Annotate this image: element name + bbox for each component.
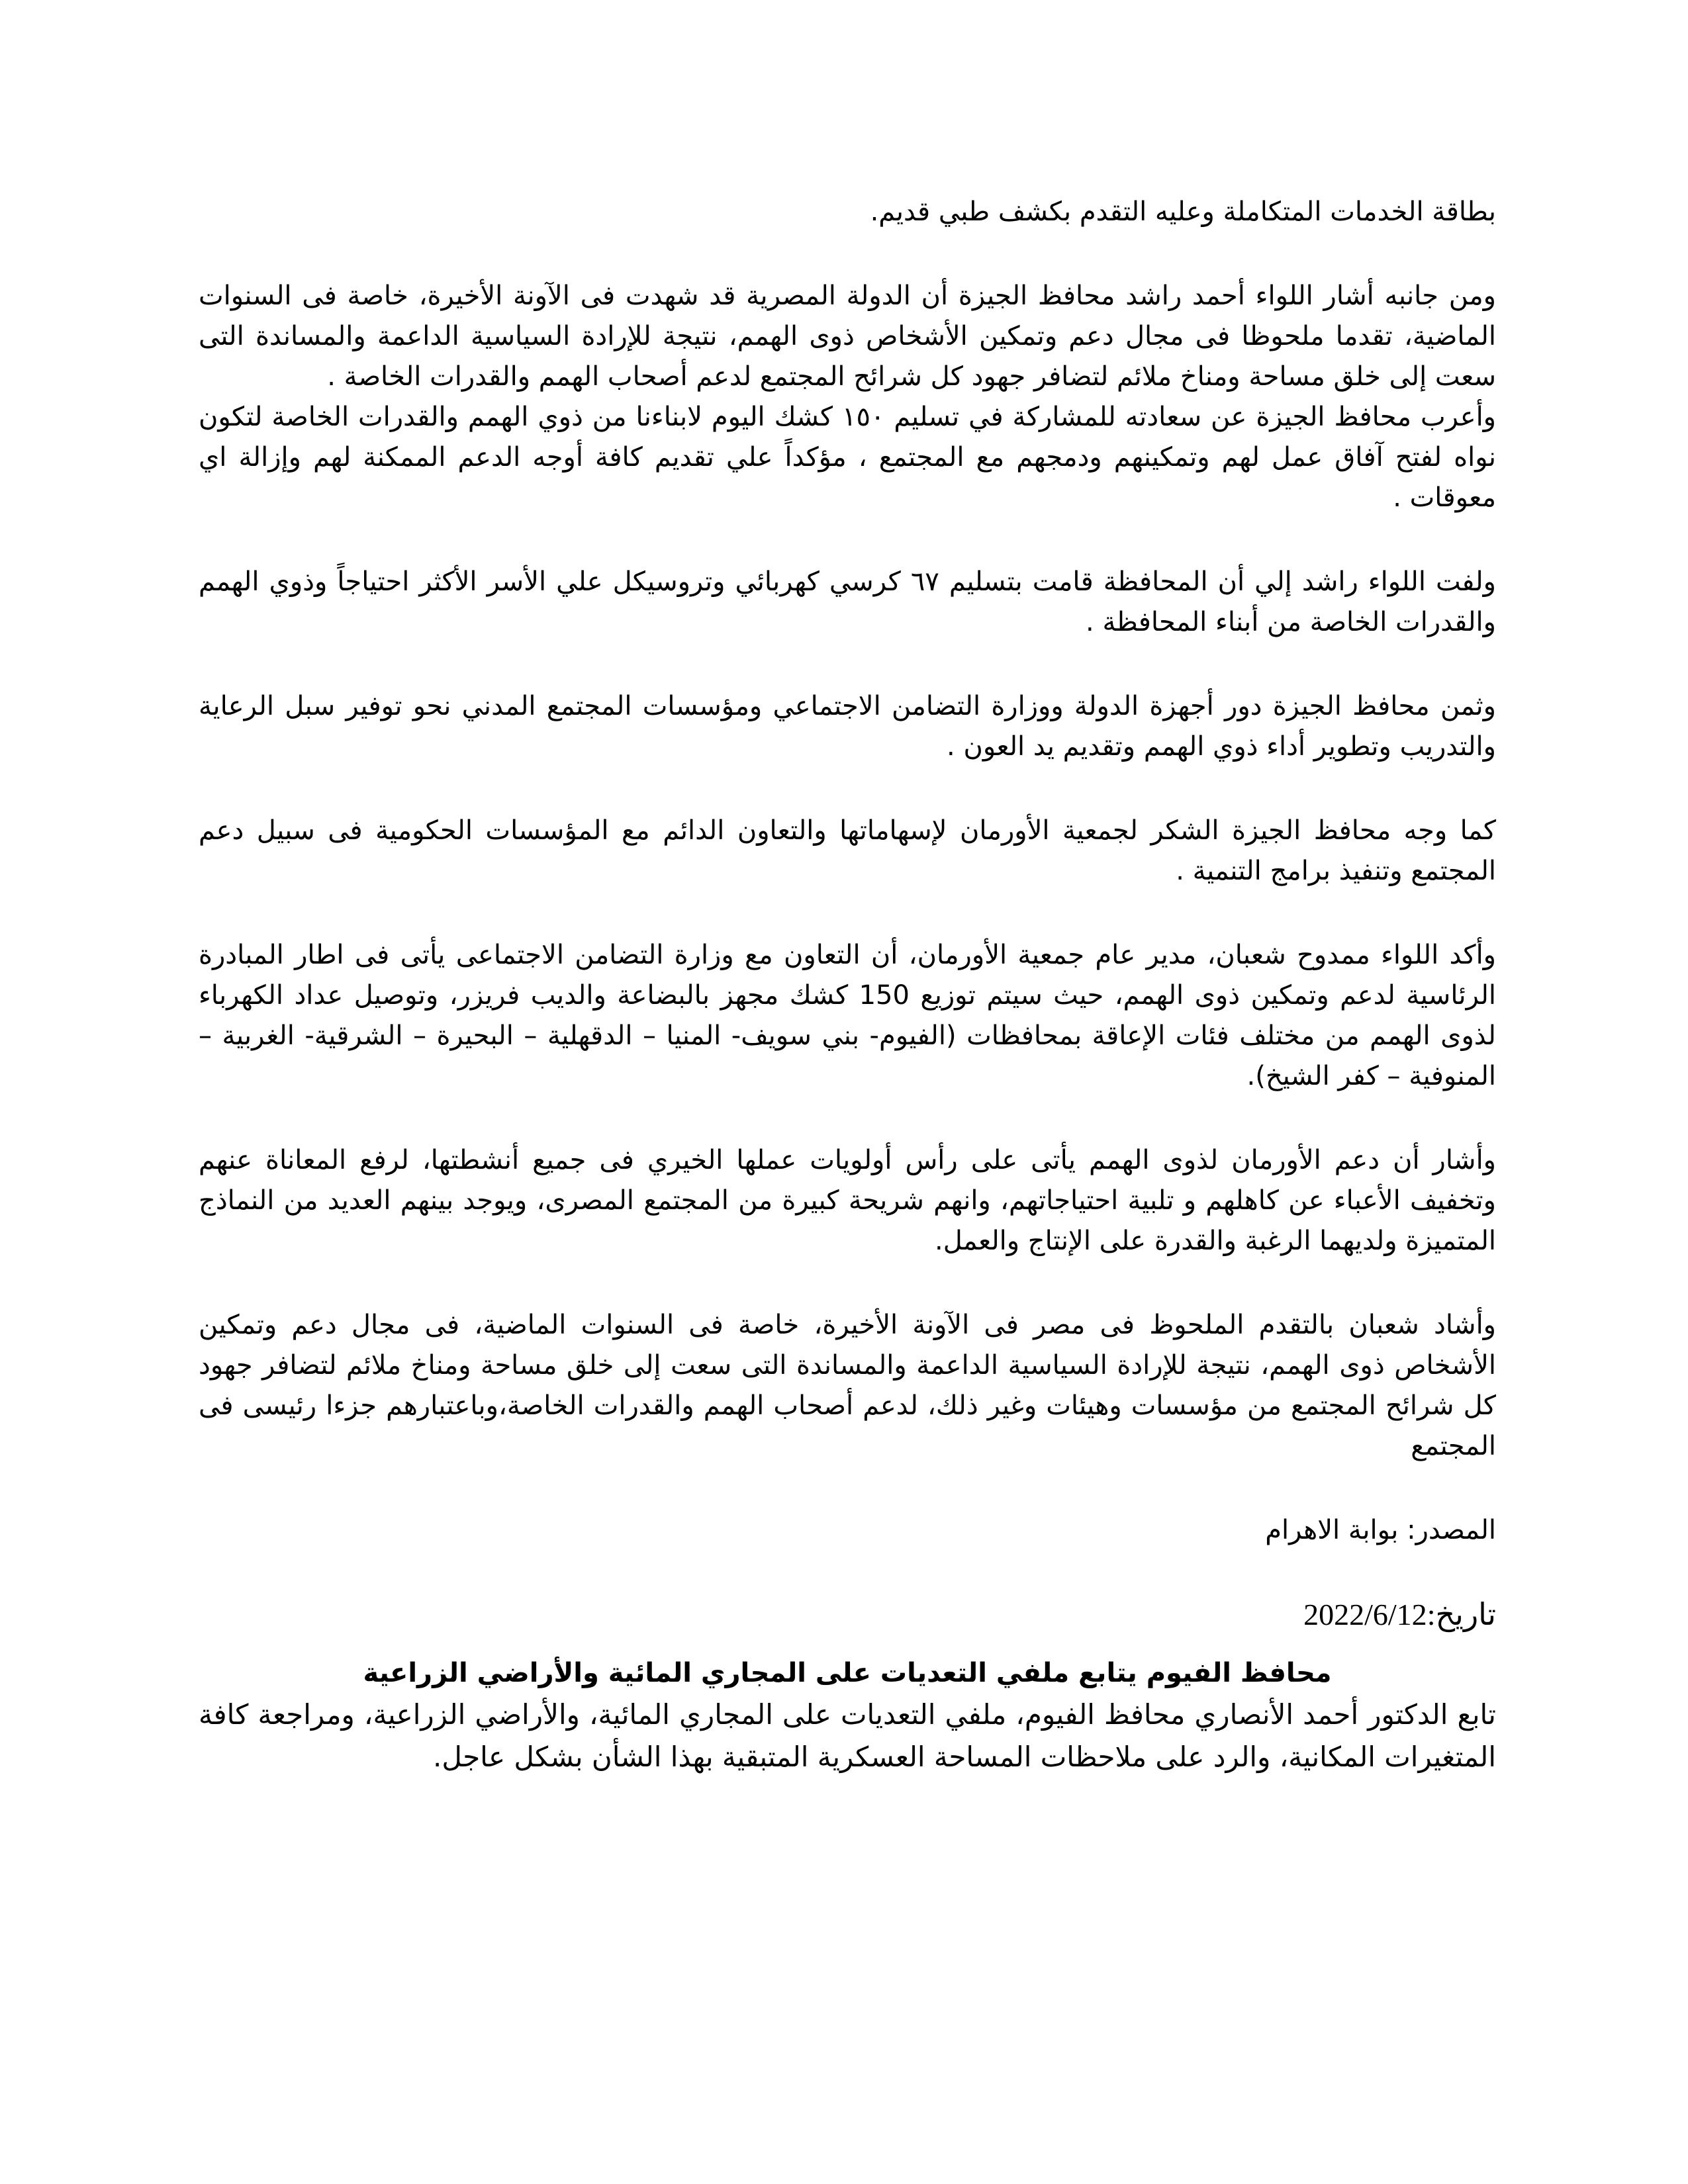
paragraph-electric-chairs: ولفت اللواء راشد إلي أن المحافظة قامت بتسليم ٦٧ كرسي كهربائي وتروسيكل علي الأسر الأكثر احتياجاً وذوي الهمم والقدرات الخاصة من أبناء المحافظة . (199, 567, 1496, 637)
paragraph-fayoum: تابع الدكتور أحمد الأنصاري محافظ الفيوم، ملفي التعديات على المجاري المائية، والأراضي الزراعية، ومراجعة كافة المتغيرات المكانية، والرد على ملاحظات المساحة العسكرية المتبقية بهذا الشأن بشكل عاجل. (199, 1698, 1496, 1773)
spacer (199, 1467, 1496, 1510)
paragraph-governor-statement: ومن جانبه أشار اللواء أحمد راشد محافظ الجيزة أن الدولة المصرية قد شهدت فى الآونة الأخيرة، خاصة فى السنوات الماضية، تقدما ملحوظا فى مجال دعم وتمكين الأشخاص ذوى الهمم، نتيجة للإرادة السياسية الداعمة والمساندة التى سعت إلى خلق مساحة ومناخ ملائم لتضافر جهود كل شرائح المجتمع لدعم أصحاب الهمم والقدرات الخاصة . (199, 281, 1496, 392)
paragraph-state-role: وثمن محافظ الجيزة دور أجهزة الدولة ووزارة التضامن الاجتماعي ومؤسسات المجتمع المدني نحو توفير سبل الرعاية والتدريب وتطوير أداء ذوي الهمم وتقديم يد العون . (199, 691, 1496, 762)
paragraph-kiosks-delivery: وأعرب محافظ الجيزة عن سعادته للمشاركة في تسليم ١٥٠ كشك اليوم لابناءنا من ذوي الهمم والقدرات الخاصة لتكون نواه لفتح آفاق عمل لهم وتمكينهم ودمجهم مع المجتمع ، مؤكداً علي تقديم كافة أوجه الدعم الممكنة لهم وإزالة اي معوقات . (199, 402, 1496, 513)
spacer (199, 1261, 1496, 1305)
paragraph-shaaban-statement: وأكد اللواء ممدوح شعبان، مدير عام جمعية الأورمان، أن التعاون مع وزارة التضامن الاجتماعى يأتى فى اطار المبادرة الرئاسية لدعم وتمكين ذوى الهمم، حيث سيتم توزيع 150 كشك مجهز بالبضاعة والديب فريزر، وتوصيل عداد الكهرباء لذوى الهمم من مختلف فئات الإعاقة بمحافظات (الفيوم- بني سويف- المنيا – الدقهلية – البحيرة – الشرقية- الغربية – المنوفية – كفر الشيخ). (199, 940, 1497, 1091)
document-page (199, 192, 1496, 1778)
spacer (199, 1551, 1496, 1594)
article-headline: محافظ الفيوم يتابع ملفي التعديات على المجاري المائية والأراضي الزراعية (363, 1658, 1332, 1688)
paragraph-orman-thanks: كما وجه محافظ الجيزة الشكر لجمعية الأورمان لإسهاماتها والتعاون الدائم مع المؤسسات الحكومية فى سبيل دعم المجتمع وتنفيذ برامج التنمية . (199, 815, 1496, 886)
spacer (199, 518, 1496, 562)
spacer (199, 767, 1496, 811)
paragraph-intro: بطاقة الخدمات المتكاملة وعليه التقدم بكشف طبي قديم. (870, 197, 1496, 227)
date-line: تاريخ:2022/6/12 (1303, 1598, 1496, 1631)
paragraph-orman-priorities: وأشار أن دعم الأورمان لذوى الهمم يأتى على رأس أولويات عملها الخيري فى جميع أنشطتها، لرفع المعاناة عنهم وتخفيف الأعباء عن كاهلهم و تلبية احتياجاتهم، وانهم شريحة كبيرة من المجتمع المصرى، ويوجد بينهم العديد من النماذج المتميزة ولديهما الرغبة والقدرة على الإنتاج والعمل. (199, 1145, 1496, 1256)
paragraph-shaaban-praise: وأشاد شعبان بالتقدم الملحوظ فى مصر فى الآونة الأخيرة، خاصة فى السنوات الماضية، فى مجال دعم وتمكين الأشخاص ذوى الهمم، نتيجة للإرادة السياسية الداعمة والمساندة التى سعت إلى خلق مساحة ومناخ ملائم لتضافر جهود كل شرائح المجتمع من مؤسسات وهيئات وغير ذلك، لدعم أصحاب الهمم والقدرات الخاصة،وباعتبارهم جزءا رئيسى فى المجتمع (199, 1310, 1496, 1461)
spacer (199, 232, 1496, 276)
spacer (199, 1097, 1496, 1140)
spacer (199, 1635, 1496, 1653)
source-line: المصدر: بوابة الاهرام (1265, 1515, 1496, 1545)
spacer (199, 891, 1496, 935)
spacer (199, 643, 1496, 686)
